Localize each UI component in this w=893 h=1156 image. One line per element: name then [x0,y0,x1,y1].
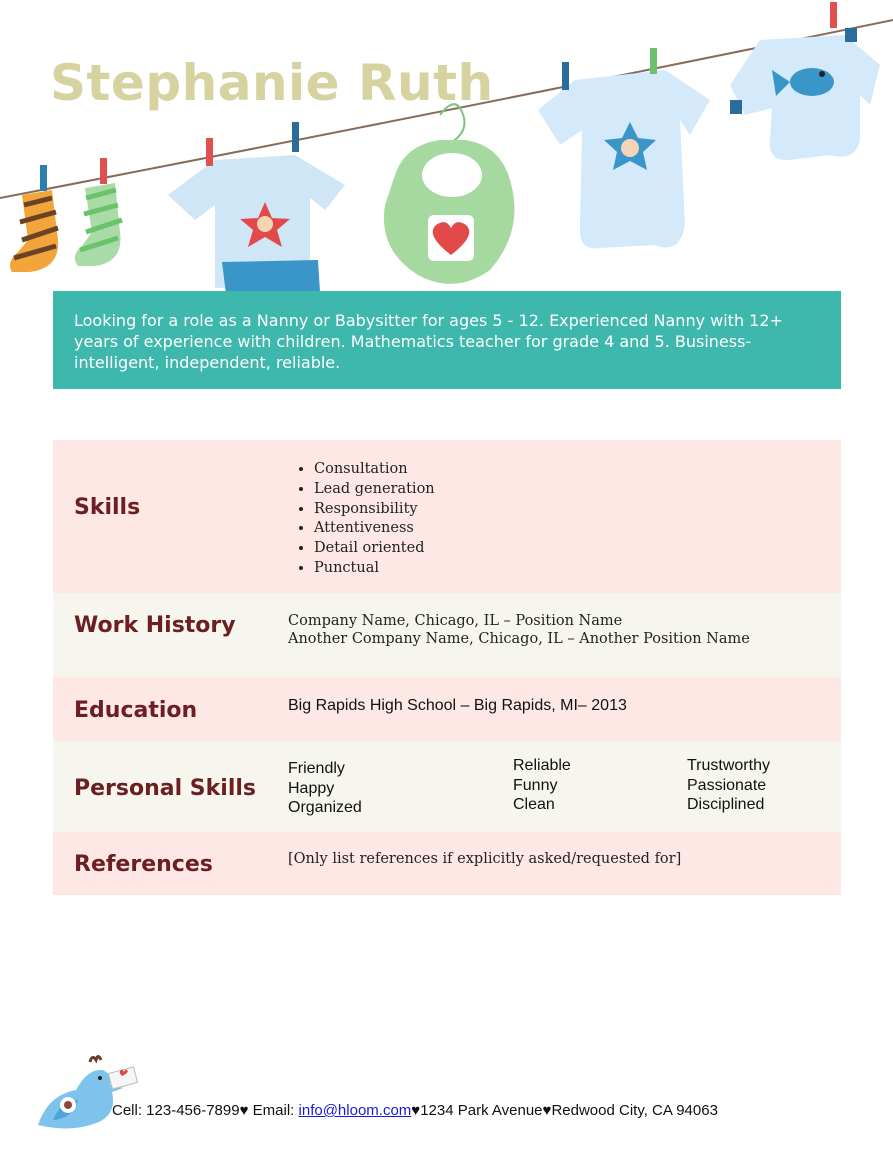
list-item: • Detail oriented [314,539,435,559]
personal-skills-section [53,741,841,832]
personal-skills-column-3 [687,756,770,815]
email-link[interactable]: info@hloom.com [298,1102,412,1119]
list-item: Disciplined [687,796,765,814]
personal-skills-column-1 [288,759,362,818]
list-item: • Responsibility [314,500,435,520]
contact-footer [112,1102,718,1119]
personal-skills-heading: Personal Skills [74,776,257,801]
list-item: • Lead generation [314,480,435,500]
summary-text: Looking for a role as a Nanny or Babysitter for ages 5 - 12. Experienced Nanny with 12+ years of experience with children. Mathematics teacher for grade 4 and 5. Business-intelligent, independent, reliable. [74,311,783,372]
education-heading: Education [74,698,198,723]
heart-icon: ♥ [239,1102,249,1119]
sock-orange-icon [10,165,58,272]
references-section [53,832,841,895]
heart-icon: ♥ [411,1102,421,1119]
list-item: Clean [513,796,555,814]
list-item: Funny [513,776,558,794]
heart-icon: ♥ [542,1102,552,1119]
footer-address: 1234 Park Avenue [420,1102,543,1119]
list-item: • Punctual [314,559,435,579]
references-heading: References [74,852,213,877]
footer-email-label: Email: [248,1102,299,1119]
list-item: • Attentiveness [314,519,435,539]
list-item: • Consultation [314,460,435,480]
skills-list [288,460,435,579]
references-line: [Only list references if explicitly asked/requested for] [288,851,682,867]
list-item: Reliable [513,757,571,774]
candidate-name: Stephanie Ruth [50,54,494,112]
summary-banner [53,291,841,389]
list-item: Friendly [288,760,345,777]
skills-section [53,440,841,593]
onesie-blue-star-icon [538,48,710,249]
education-section [53,677,841,741]
work-history-heading: Work History [74,613,236,638]
clothesline-illustration [0,0,893,300]
onesie-fish-icon [730,2,880,160]
skills-heading: Skills [74,495,141,520]
list-item: Passionate [687,776,767,794]
work-history-line: Company Name, Chicago, IL – Position Name [288,613,623,629]
list-item: Happy [288,779,335,797]
sock-green-icon [75,158,122,266]
bib-icon [384,104,515,284]
personal-skills-column-2 [513,756,571,815]
list-item: Organized [288,799,362,817]
footer-city: Redwood City, CA 94063 [551,1102,718,1119]
footer-cell: Cell: 123-456-7899 [112,1102,240,1119]
work-history-line: Another Company Name, Chicago, IL – Another Position Name [288,631,750,647]
work-history-section [53,593,841,677]
education-line: Big Rapids High School – Big Rapids, MI– 2013 [288,697,627,714]
list-item: Trustworthy [687,757,770,774]
bird-icon [28,1050,143,1135]
